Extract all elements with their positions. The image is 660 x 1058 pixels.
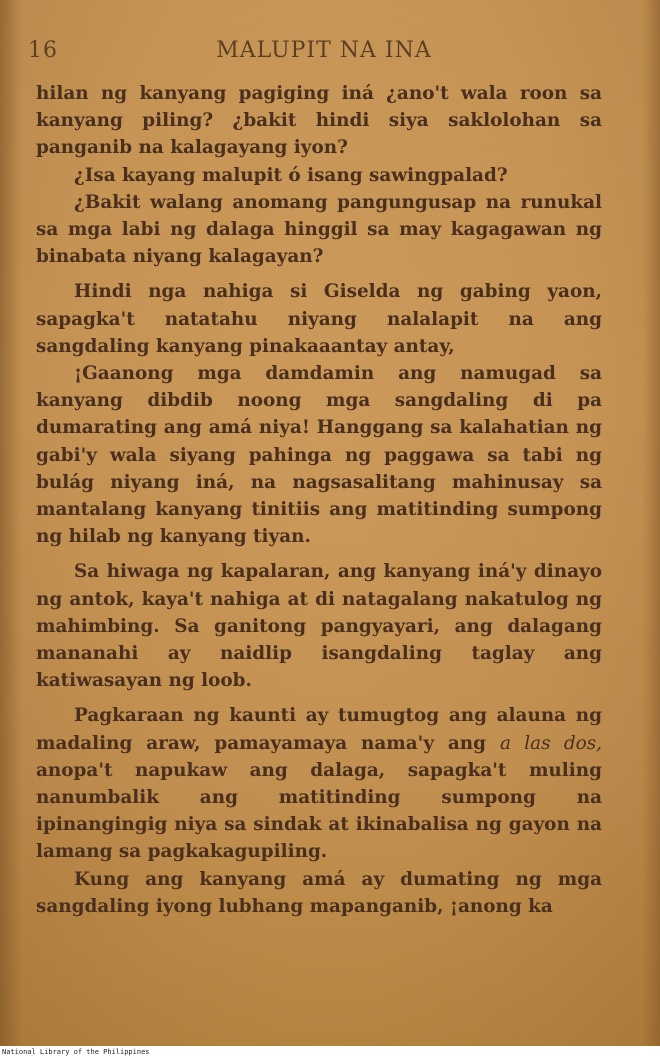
running-title: MALUPIT NA INA [216, 38, 432, 63]
paragraph [36, 866, 602, 920]
text-run: ¿Isa kayang malupit ó isang sawingpalad? [74, 164, 508, 186]
paragraph [36, 360, 602, 550]
paragraph [36, 558, 602, 694]
paragraph [36, 189, 602, 271]
body-text [36, 80, 602, 920]
text-run: ¡Gaanong mga damdamin ang namugad sa kanyang dibdib noong mga sangdaling di pa dumarating ang amá niya! Hanggang sa kalahatian ng gabi'y wala siyang pahinga ng paggawa sa tabi ng bulág niyang iná, na nagsasalitang mahinusay sa mantalang kanyang tinitiis ang matitinding sumpong ng hilab ng kanyang tiyan. [36, 363, 602, 548]
paragraph [36, 80, 602, 162]
paragraph [36, 278, 602, 360]
text-run: Kung ang kanyang amá ay dumating ng mga sangdaling iyong lubhang mapanganib, ¡anong ka [36, 868, 602, 917]
text-run: ¿Bakit walang anomang pangungusap na runukal sa mga labi ng dalaga hinggil sa may kagagawan ng binabata niyang kalagayan? [36, 191, 602, 268]
italic-phrase: a las dos, [499, 732, 602, 754]
text-run: Sa hiwaga ng kapalaran, ang kanyang iná'y dinayo ng antok, kaya't nahiga at di natagalang nakatulog ng mahimbing. Sa ganitong pangyayari, ang dalagang mananahi ay naidlip isangdaling taglay ang katiwasayan ng loob. [36, 561, 602, 692]
running-head [28, 38, 620, 68]
paragraph [36, 702, 602, 865]
text-run: Pagkaraan ng kaunti ay tumugtog ang alauna ng madaling araw, pamayamaya nama'y ang [36, 705, 602, 754]
paragraph [36, 162, 602, 189]
text-run: hilan ng kanyang pagiging iná ¿ano't wala roon sa kanyang piling? ¿bakit hindi siya saklolohan sa panganib na kalagayang iyon? [36, 83, 602, 159]
text-run: Hindi nga nahiga si Giselda ng gabing yaon, sapagka't natatahu niyang nalalapit na ang sangdaling kanyang pinakaaantay antay, [36, 281, 602, 357]
text-run: anopa't napukaw ang dalaga, sapagka't muling nanumbalik ang matitinding sumpong na ipinangingig niya sa sindak at ikinabalisa ng gayon na lamang sa pagkakagupiling. [36, 759, 602, 863]
library-credit: National Library of the Philippines [2, 1048, 150, 1056]
page-number: 16 [28, 38, 58, 63]
